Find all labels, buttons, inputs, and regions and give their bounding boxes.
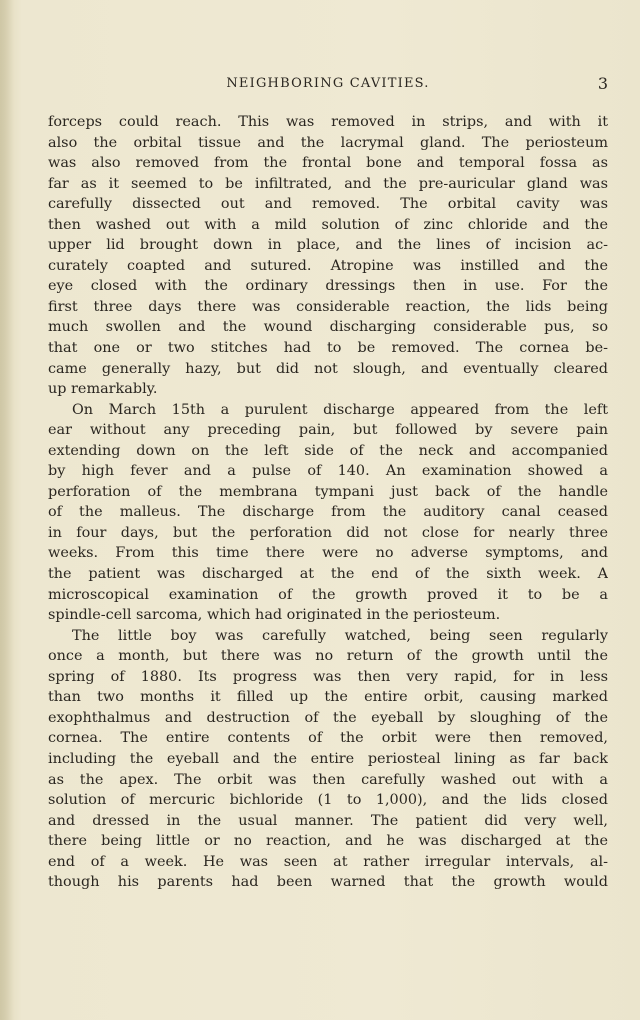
text-line: end of a week. He was seen at rather irregular intervals, al- xyxy=(48,853,608,870)
text-line: The little boy was carefully watched, being seen regularly xyxy=(72,627,608,644)
page-header xyxy=(48,76,608,96)
text-line: exophthalmus and destruction of the eyeball by sloughing of the xyxy=(48,709,608,726)
running-head: NEIGHBORING CAVITIES. xyxy=(226,76,430,91)
text-line: was also removed from the frontal bone and temporal fossa as xyxy=(48,155,608,172)
page-number: 3 xyxy=(597,74,608,93)
text-line: in four days, but the perforation did not close for nearly three xyxy=(48,524,608,541)
text-line: though his parents had been warned that the growth would xyxy=(48,874,608,891)
text-line: of the malleus. The discharge from the auditory canal ceased xyxy=(48,504,608,521)
text-line: eye closed with the ordinary dressings then in use. For the xyxy=(48,278,608,295)
text-line: that one or two stitches had to be removed. The cornea be- xyxy=(48,340,608,357)
text-line: curately coapted and sutured. Atropine was instilled and the xyxy=(48,257,608,274)
text-line: first three days there was considerable reaction, the lids being xyxy=(48,298,608,315)
text-line: then washed out with a mild solution of zinc chloride and the xyxy=(48,216,608,233)
text-line: spring of 1880. Its progress was then very rapid, for in less xyxy=(48,668,608,685)
text-line: by high fever and a pulse of 140. An examination showed a xyxy=(48,463,608,480)
text-line: as the apex. The orbit was then carefully washed out with a xyxy=(48,771,608,788)
text-line: weeks. From this time there were no adverse symptoms, and xyxy=(48,545,608,562)
text-line: far as it seemed to be infiltrated, and the pre-auricular gland was xyxy=(48,175,608,192)
text-line: solution of mercuric bichloride (1 to 1,000), and the lids closed xyxy=(48,792,608,809)
body-text xyxy=(48,112,608,893)
text-line: much swollen and the wound discharging considerable pus, so xyxy=(48,319,608,336)
text-line: than two months it filled up the entire orbit, causing marked xyxy=(48,689,608,706)
text-line: ear without any preceding pain, but followed by severe pain xyxy=(48,422,608,439)
text-line: came generally hazy, but did not slough, and eventually cleared xyxy=(48,360,608,377)
text-line: perforation of the membrana tympani just back of the handle xyxy=(48,483,608,500)
text-line: microscopical examination of the growth proved it to be a xyxy=(48,586,608,603)
text-line: the patient was discharged at the end of the sixth week. A xyxy=(48,566,608,583)
text-line: carefully dissected out and removed. The orbital cavity was xyxy=(48,196,608,213)
text-line: there being little or no reaction, and he was discharged at the xyxy=(48,833,608,850)
gutter-shadow xyxy=(0,0,14,1020)
text-line: also the orbital tissue and the lacrymal gland. The periosteum xyxy=(48,134,608,151)
text-line: upper lid brought down in place, and the lines of incision ac- xyxy=(48,237,608,254)
text-line: cornea. The entire contents of the orbit were then removed, xyxy=(48,730,608,747)
text-line: extending down on the left side of the neck and accompanied xyxy=(48,442,608,459)
text-line: forceps could reach. This was removed in strips, and with it xyxy=(48,114,608,130)
text-line: spindle-cell sarcoma, which had originated in the periosteum. xyxy=(48,607,501,624)
text-line: and dressed in the usual manner. The patient did very well, xyxy=(48,812,608,829)
text-line: once a month, but there was no return of the growth until the xyxy=(48,648,608,665)
text-line: On March 15th a purulent discharge appeared from the left xyxy=(72,401,608,418)
text-line: including the eyeball and the entire periosteal lining as far back xyxy=(48,750,608,767)
text-line: up remarkably. xyxy=(48,381,158,398)
